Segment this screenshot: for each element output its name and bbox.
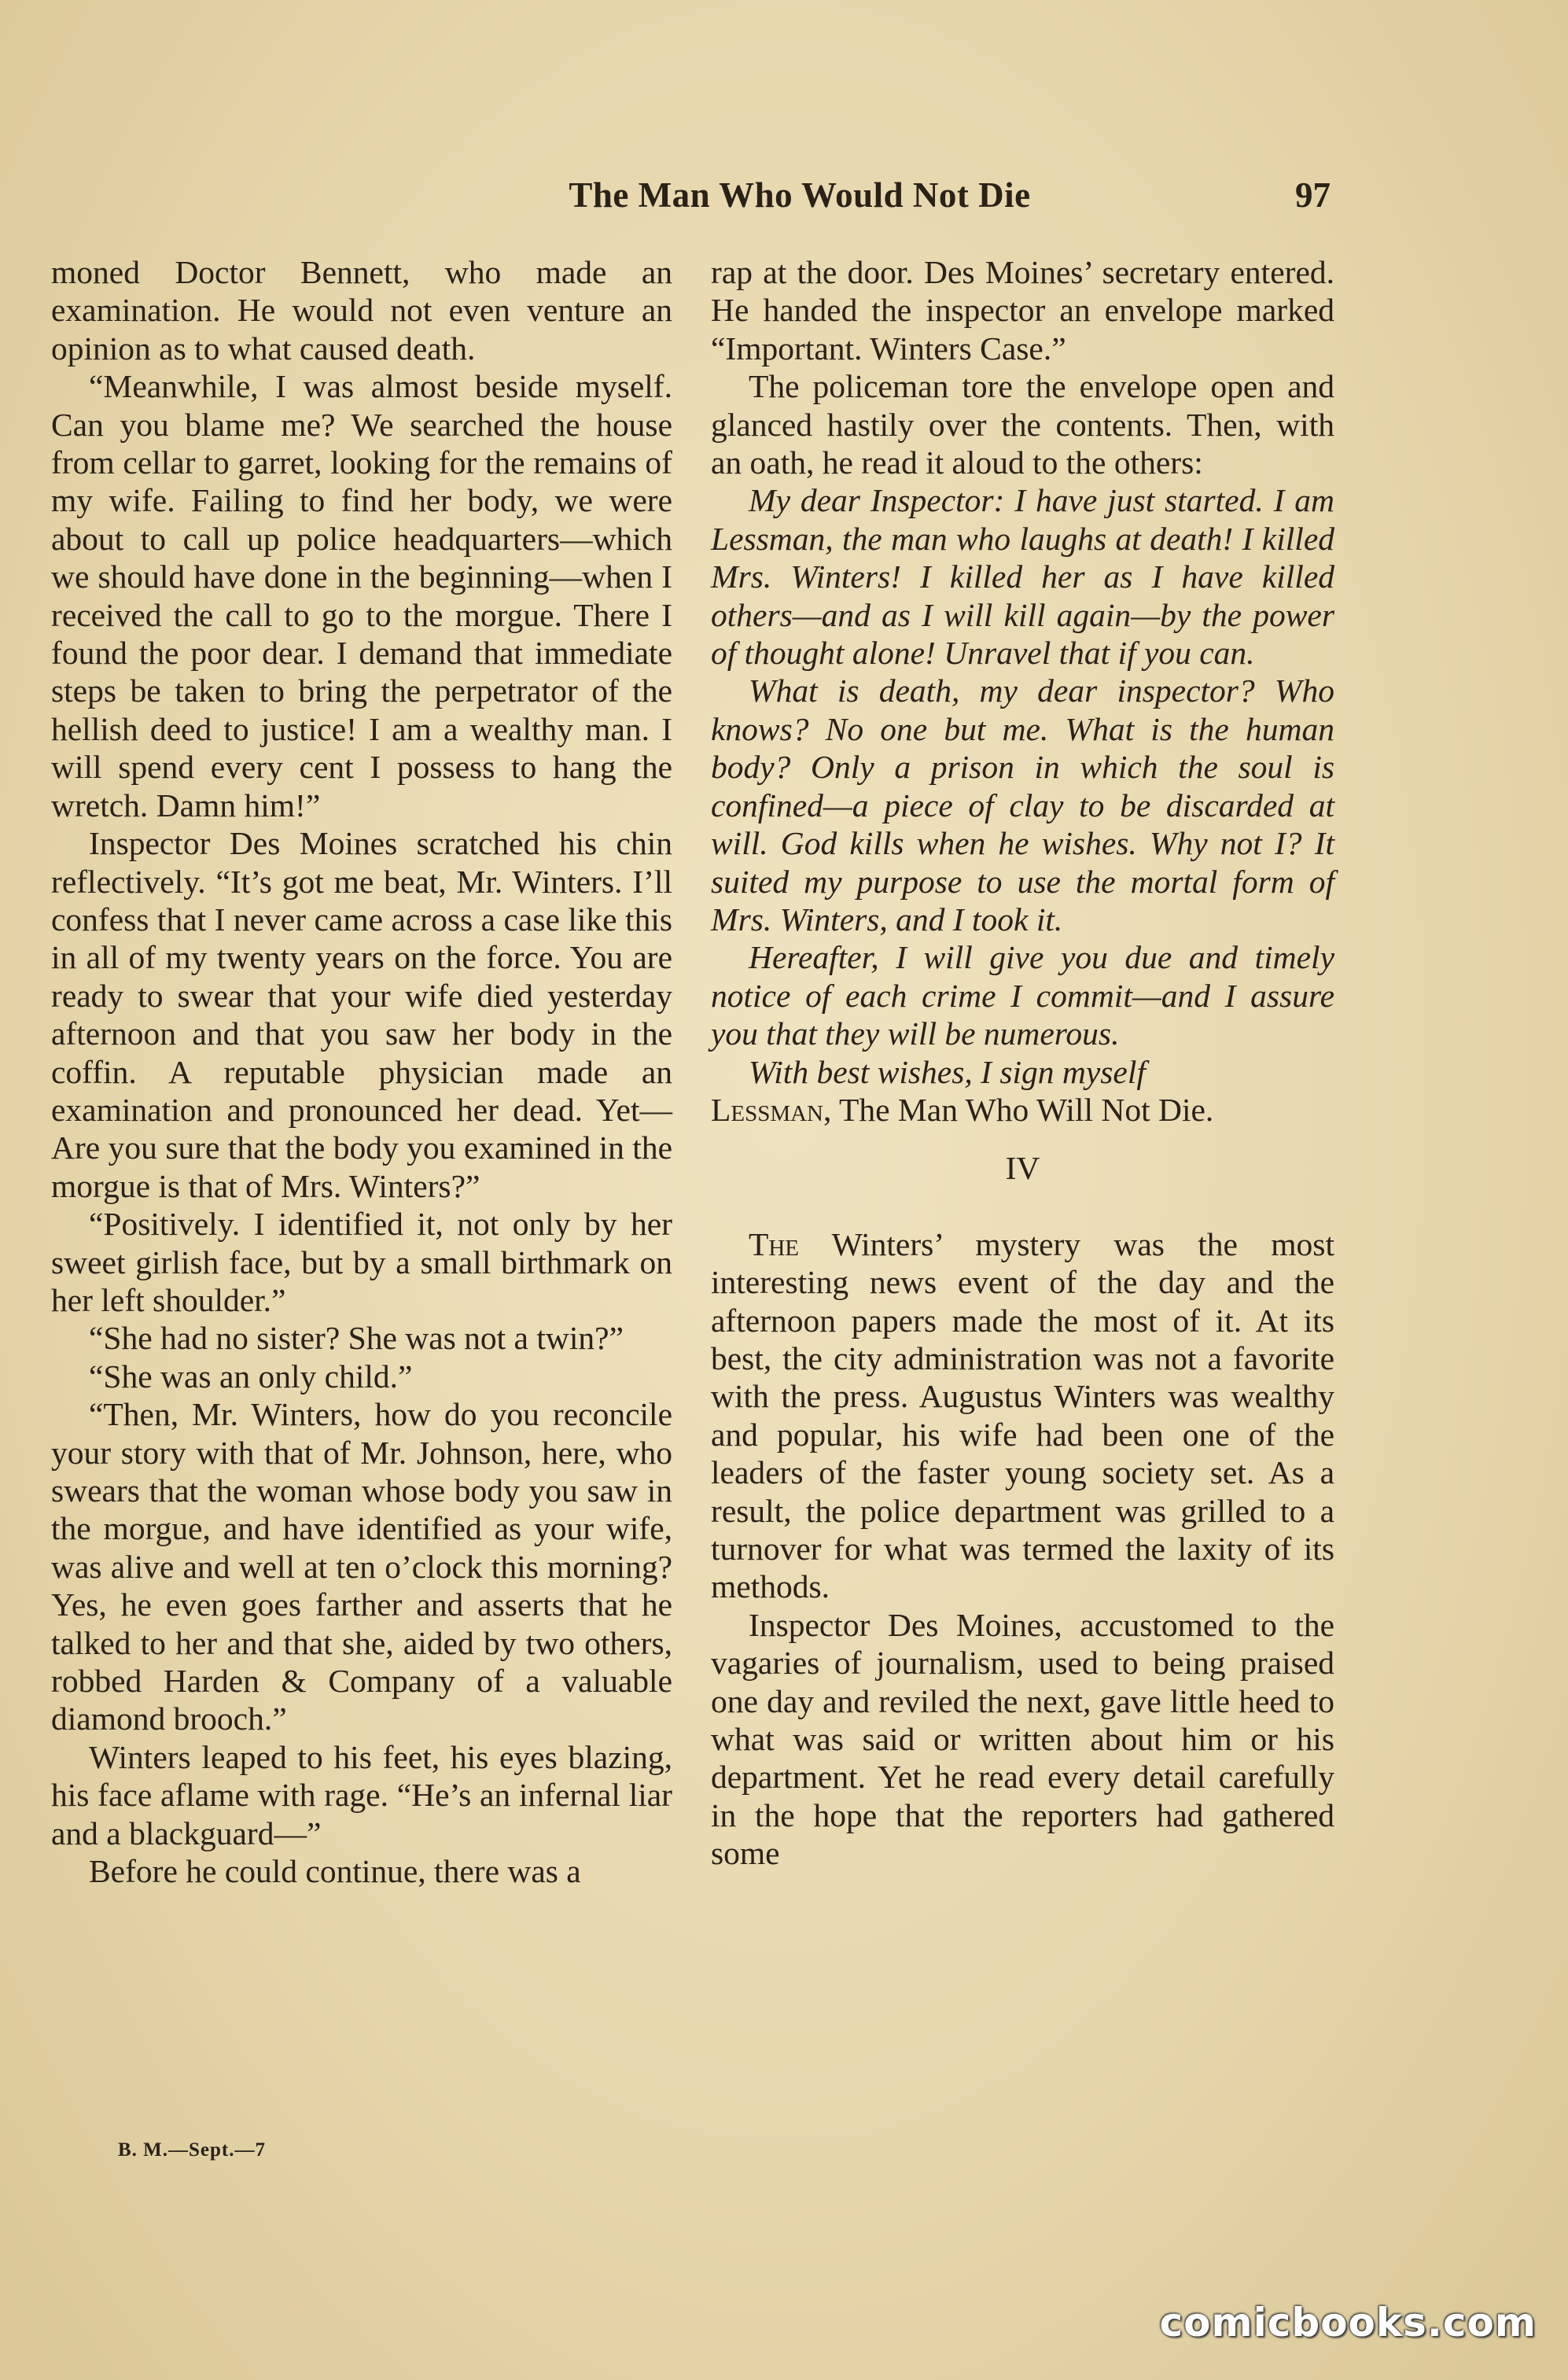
paragraph: Winters leaped to his feet, his eyes blazing, his face aflame with rage. “He’s an infernal liar and a blackguard—”	[51, 1738, 672, 1851]
paragraph: “Positively. I identified it, not only by her sweet girlish face, but by a small birthmark on her left shoulder.”	[51, 1206, 672, 1318]
paragraph: rap at the door. Des Moines’ secretary entered. He handed the inspector an envelope marked “Important. Winters Case.”	[711, 254, 1334, 367]
page-number: 97	[1295, 175, 1331, 215]
opening-word: The	[749, 1225, 800, 1262]
paragraph: “Then, Mr. Winters, how do you reconcile your story with that of Mr. Johnson, here, who swears that the woman whose body you saw in the morgue, and have identified as your wife, was alive and well at ten o’clock this morning? Yes, he even goes farther and asserts that he talked to her and that she, aided by two others, robbed Harden & Company of a valuable diamond brooch.”	[51, 1396, 672, 1737]
right-column	[711, 253, 1334, 1873]
running-title: The Man Who Would Not Die	[569, 175, 1031, 215]
paragraph: The policeman tore the envelope open and glanced hastily over the contents. Then, with an oath, he read it aloud to the others:	[711, 368, 1334, 481]
paragraph	[711, 1225, 1334, 1606]
signature-rest: , The Man Who Will Not Die.	[823, 1091, 1214, 1128]
letter-paragraph: What is death, my dear inspector? Who knows? No one but me. What is the human body? Only a prison in which the soul is confined—a piece of clay to be discarded at will. God kills when he wishes. Why not I? It suited my purpose to use the mortal form of Mrs. Winters, and I took it.	[711, 672, 1334, 938]
signature-name: Lessman	[711, 1091, 823, 1128]
left-column	[51, 253, 672, 1890]
letter-paragraph: My dear Inspector: I have just started. I am Lessman, the man who laughs at death! I killed Mrs. Winters! I killed her as I have killed others—and as I will kill again—by the power of thought alone! Unravel that if you can.	[711, 482, 1334, 672]
page-header	[0, 175, 1568, 223]
paragraph: “Meanwhile, I was almost beside myself. Can you blame me? We searched the house from cellar to garret, looking for the remains of my wife. Failing to find her body, we were about to call up police headquarters—which we should have done in the beginning—when I received the call to go to the morgue. There I found the poor dear. I demand that immediate steps be taken to bring the perpetrator of the hellish deed to justice! I am a wealthy man. I will spend every cent I possess to hang the wretch. Damn him!”	[51, 368, 672, 823]
letter-paragraph: Hereafter, I will give you due and timely notice of each crime I commit—and I assure you that they will be numerous.	[711, 939, 1334, 1052]
paragraph: moned Doctor Bennett, who made an examination. He would not even venture an opinion as to what caused death.	[51, 254, 672, 367]
paragraph-text: Winters’ mystery was the most interesting news event of the day and the afternoon papers made the most of it. At its best, the city administration was not a favorite with the press. Augustus Winters was wealthy and popular, his wife had been one of the leaders of the faster young society set. As a result, the police department was grilled to a turnover for what was termed the laxity of its methods.	[711, 1225, 1334, 1605]
paragraph: Inspector Des Moines, accustomed to the vagaries of journalism, used to being praised one day and reviled the next, gave little heed to what was said or written about him or his department. Yet he read every detail carefully in the hope that the reporters had gathered some	[711, 1606, 1334, 1872]
watermark: comicbooks.com	[1159, 2300, 1537, 2345]
letter-signature	[711, 1091, 1334, 1129]
paragraph: “She had no sister? She was not a twin?”	[89, 1320, 624, 1357]
letter-paragraph: With best wishes, I sign myself	[749, 1053, 1146, 1090]
paragraph: Inspector Des Moines scratched his chin reflectively. “It’s got me beat, Mr. Winters. I’ll confess that I never came across a case like this in all of my twenty years on the force. You are ready to swear that your wife died yesterday afternoon and that you saw her body in the coffin. A reputable physician made an examination and pronounced her dead. Yet— Are you sure that the body you examined in the morgue is that of Mrs. Winters?”	[51, 825, 672, 1204]
paragraph: Before he could continue, there was a	[89, 1853, 581, 1890]
printer-signature-mark: B. M.—Sept.—7	[118, 2139, 266, 2161]
section-number: IV	[1005, 1150, 1040, 1187]
paragraph: “She was an only child.”	[89, 1358, 413, 1394]
